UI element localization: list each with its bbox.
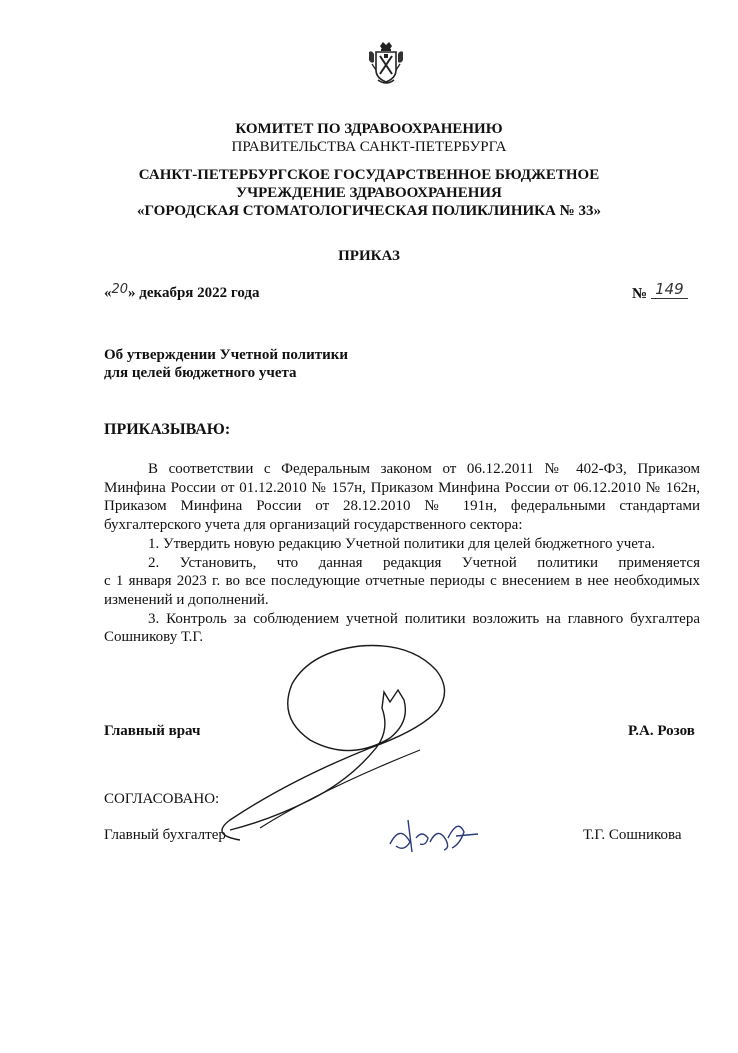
item-3-line-2: Сошникову Т.Г. <box>104 629 204 646</box>
coat-of-arms-emblem <box>366 40 406 88</box>
handwritten-order-number: 149 <box>651 280 688 299</box>
item-2-line-2: с 1 января 2023 г. во все последующие отчетные периоды с внесением в нее необходимых <box>104 573 700 590</box>
order-number-prefix: № <box>632 286 648 302</box>
item-2-line-3: изменений и дополнений. <box>104 591 269 608</box>
command-heading: ПРИКАЗЫВАЮ: <box>104 421 231 438</box>
chief-accountant-title: Главный бухгалтер <box>104 827 226 843</box>
date-month-year: » декабря 2022 года <box>128 285 260 301</box>
organization-name-line3: «ГОРОДСКАЯ СТОМАТОЛОГИЧЕСКАЯ ПОЛИКЛИНИКА № 33» <box>137 203 601 219</box>
chief-doctor-title: Главный врач <box>104 723 201 739</box>
intro-line-4: бухгалтерского учета для организаций государственного сектора: <box>104 517 523 534</box>
committee-heading: КОМИТЕТ ПО ЗДРАВООХРАНЕНИЮ <box>235 121 503 137</box>
intro-line-1: В соответствии с Федеральным законом от 06.12.2011 № 402-ФЗ, Приказом <box>148 461 700 477</box>
organization-name-line2: УЧРЕЖДЕНИЕ ЗДРАВООХРАНЕНИЯ <box>236 185 502 201</box>
date-open-quote: « <box>104 285 112 301</box>
order-subject-line1: Об утверждении Учетной политики <box>104 347 349 363</box>
organization-name-line1: САНКТ-ПЕТЕРБУРГСКОЕ ГОСУДАРСТВЕННОЕ БЮДЖЕТНОЕ <box>138 167 600 183</box>
intro-line-3: Приказом Минфина России от 28.12.2010 № 191н, федеральными стандартами <box>104 498 700 515</box>
order-date <box>104 284 260 303</box>
handwritten-date-day: 20 <box>111 282 129 297</box>
agreed-heading: СОГЛАСОВАНО: <box>104 791 220 807</box>
chief-accountant-signature <box>386 814 482 858</box>
item-2-line-1: 2. Установить, что данная редакция Учетной политики применяется <box>148 554 700 571</box>
government-heading: ПРАВИТЕЛЬСТВА САНКТ-ПЕТЕРБУРГА <box>231 139 507 155</box>
order-number <box>632 280 688 303</box>
chief-accountant-name: Т.Г. Сошникова <box>583 827 682 843</box>
intro-line-2: Минфина России от 01.12.2010 № 157н, Приказом Минфина России от 06.12.2010 № 162н, <box>104 479 700 496</box>
chief-doctor-name: Р.А. Розов <box>628 723 695 739</box>
item-1: 1. Утвердить новую редакцию Учетной политики для целей бюджетного учета. <box>148 535 656 552</box>
order-title: ПРИКАЗ <box>338 248 400 264</box>
item-3-line-1: 3. Контроль за соблюдением учетной политики возложить на главного бухгалтера <box>148 610 700 627</box>
order-body <box>104 460 700 647</box>
order-subject-line2: для целей бюджетного учета <box>104 365 297 381</box>
